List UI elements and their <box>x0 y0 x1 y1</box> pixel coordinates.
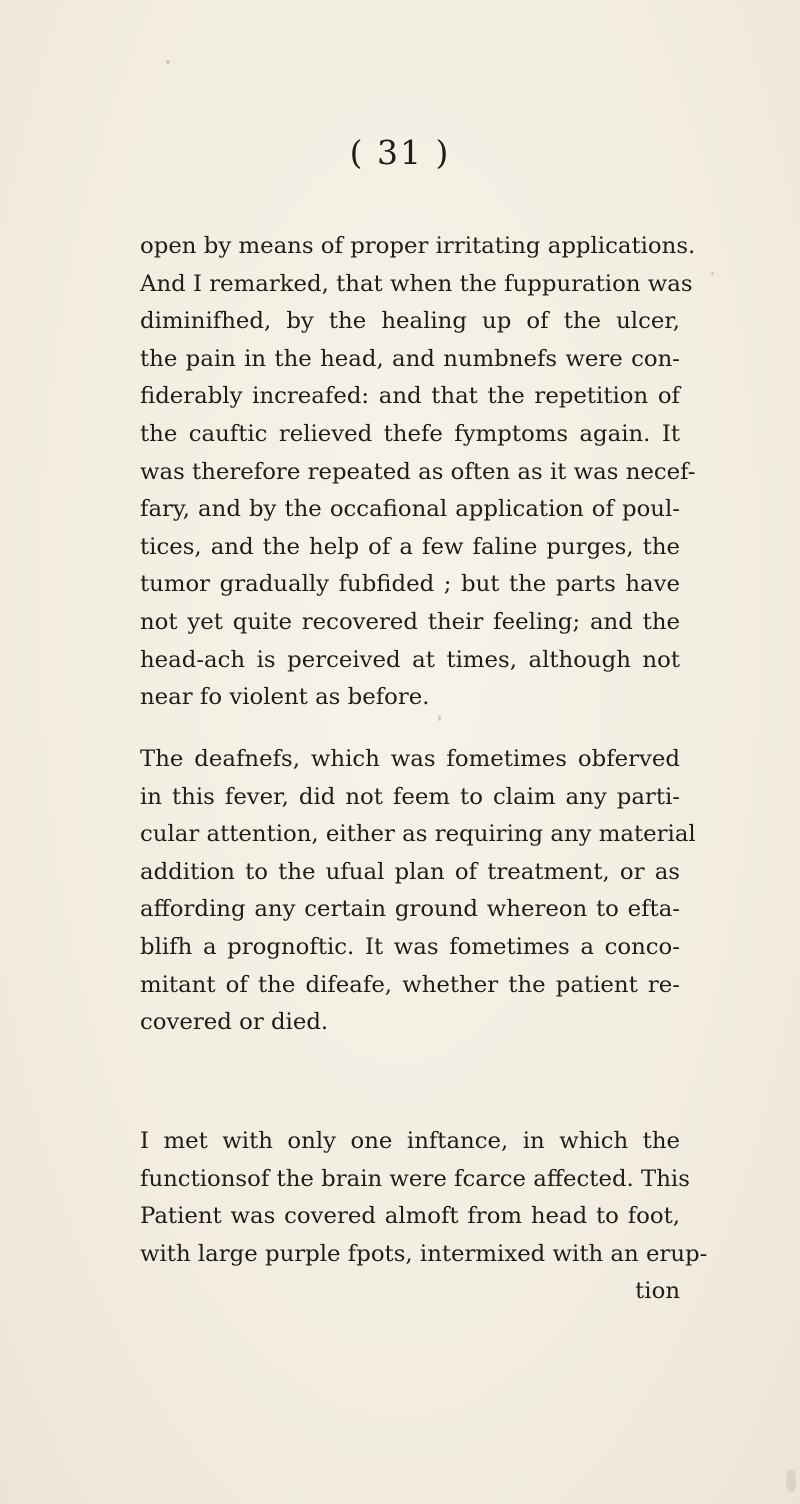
paragraph-1 <box>140 228 696 717</box>
text-line: addition to the ufual plan of treatment, or as <box>140 858 680 885</box>
text-line: near fo violent as before. <box>140 684 430 711</box>
text-line: tumor gradually fubfided ; but the parts have <box>140 571 680 598</box>
text-line: open by means of proper irritating applications. <box>140 233 696 259</box>
paper-speck <box>438 715 441 721</box>
text-line: blifh a prognoftic. It was fometimes a conco- <box>140 933 680 960</box>
text-line: head-ach is perceived at times, although not <box>140 646 680 673</box>
text-line: diminifhed, by the healing up of the ulcer, <box>140 308 680 335</box>
paragraph-2 <box>140 741 696 1042</box>
text-line: And I remarked, that when the fuppuration was <box>140 270 693 297</box>
text-line: covered or died. <box>140 1009 329 1036</box>
text-line: functionsof the brain were fcarce affected. This <box>140 1165 690 1192</box>
text-line: mitant of the difeafe, whether the patient re- <box>140 971 680 998</box>
paper-speck <box>711 272 714 275</box>
text-line: I met with only one inftance, in which the <box>140 1128 680 1154</box>
text-line: the pain in the head, and numbnefs were con- <box>140 345 680 372</box>
paper-speck <box>786 1470 796 1492</box>
text-line: was therefore repeated as often as it was necef- <box>140 458 696 485</box>
catchword: tion <box>635 1278 680 1305</box>
text-line: in this fever, did not feem to claim any parti- <box>140 783 680 810</box>
paper-speck <box>166 60 170 64</box>
text-line: The deafnefs, which was fometimes obferved <box>140 746 680 772</box>
text-line: tices, and the help of a few faline purges, the <box>140 533 680 560</box>
text-line: the cauftic relieved thefe fymptoms again. It <box>140 420 680 447</box>
text-line: affording any certain ground whereon to efta- <box>140 896 680 923</box>
text-line: fiderably increafed: and that the repetition of <box>140 383 680 410</box>
paragraph-3 <box>140 1123 708 1311</box>
text-line: fary, and by the occafional application of poul- <box>140 496 680 523</box>
text-line: cular attention, either as requiring any material <box>140 821 696 848</box>
text-line: with large purple fpots, intermixed with an erup- <box>140 1240 708 1267</box>
text-line: not yet quite recovered their feeling; and the <box>140 608 680 635</box>
page-number: ( 31 ) <box>349 133 451 172</box>
text-line: Patient was covered almoft from head to foot, <box>140 1203 680 1230</box>
